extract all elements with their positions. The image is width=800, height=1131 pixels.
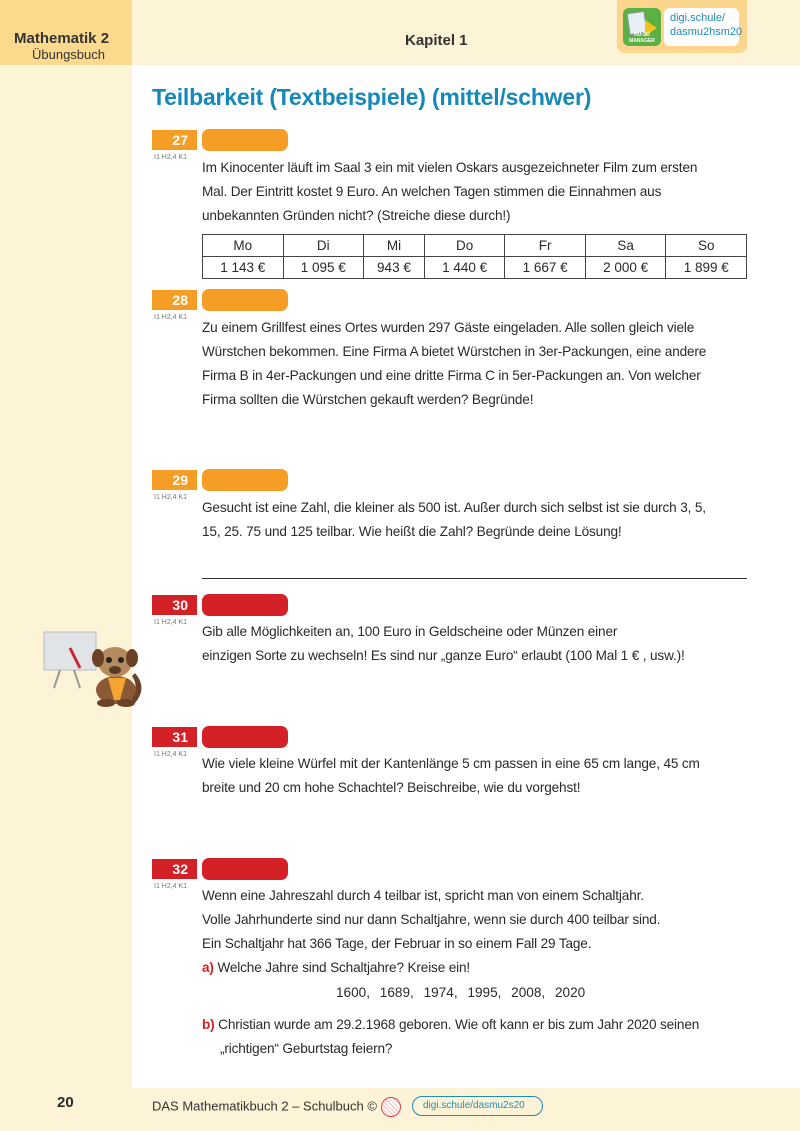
competency-code: I1 H2,4 K1 [154, 494, 188, 501]
book-subtitle: Übungsbuch [32, 47, 105, 62]
subtask-a-label: a) [202, 960, 214, 975]
competency-code: I1 H2,4 K1 [154, 883, 188, 890]
answer-line[interactable] [202, 578, 747, 579]
chapter-label: Kapitel 1 [405, 32, 468, 49]
hu-su-manager-icon: HÜ-SÜ MANAGER [623, 8, 661, 46]
digi-link-box[interactable] [617, 0, 747, 53]
problem-number-32: 32 [152, 859, 197, 879]
difficulty-pill [202, 289, 288, 311]
problem-number-27: 27 [152, 130, 197, 150]
difficulty-pill [202, 594, 288, 616]
problem-text: Gib alle Möglichkeiten an, 100 Euro in Geldscheine oder Münzen einer einzigen Sorte zu wechseln! Es sind nur „ganze Euro“ erlaubt (100 Mal 1 € , usw.)! [202, 624, 685, 663]
competency-code: I1 H2,4 K1 [154, 154, 188, 161]
difficulty-pill [202, 858, 288, 880]
problem-number-29: 29 [152, 470, 197, 490]
difficulty-pill [202, 129, 288, 151]
problem-text: Zu einem Grillfest eines Ortes wurden 297 Gäste eingeladen. Alle sollen gleich viele Würstchen bekommen. Eine Firma A bietet Würstchen in 3er-Packungen, eine andere Firma B in 4er-Packungen und eine dritte Firma C in 5er-Packungen an. Von welcher Firma sollten die Würstchen gekauft werden? Begründe! [202, 320, 707, 407]
problem-number-31: 31 [152, 727, 197, 747]
difficulty-pill [202, 469, 288, 491]
competency-code: I1 H2,4 K1 [154, 751, 188, 758]
footer-text: DAS Mathematikbuch 2 – Schulbuch © [152, 1097, 401, 1117]
subtask-b: b) Christian wurde am 29.2.1968 geboren. Wie oft kann er bis zum Jahr 2020 seinen „richtigen“ Geburtstag feiern? [202, 1017, 700, 1056]
problem-text: Im Kinocenter läuft im Saal 3 ein mit vielen Oskars ausgezeichneter Film zum ersten Mal. Der Eintritt kostet 9 Euro. An welchen Tagen stimmen die Einnahmen aus unbekannten Gründen nicht? (Streiche diese durch!) [202, 160, 698, 223]
difficulty-pill [202, 726, 288, 748]
problem-number-28: 28 [152, 290, 197, 310]
digi-link[interactable]: digi.schule/ dasmu2hsm20 [664, 8, 739, 46]
footer-digi-link[interactable]: digi.schule/dasmu2s20 [412, 1096, 543, 1116]
page-title: Teilbarkeit (Textbeispiele) (mittel/schwer) [152, 84, 592, 110]
publisher-seal-icon [381, 1097, 401, 1117]
revenue-table: Mo Di Mi Do Fr Sa So 1 143 € 1 095 € 943 € 1 440 € 1 667 € 2 000 € 1 899 € [202, 234, 747, 279]
problem-text: Gesucht ist eine Zahl, die kleiner als 500 ist. Außer durch sich selbst ist sie durch 3, 5, 15, 25. 75 und 125 teilbar. Wie heißt die Zahl? Begründe deine Lösung! [202, 500, 706, 539]
page-number: 20 [57, 1094, 74, 1111]
problem-text: Wie viele kleine Würfel mit der Kantenlänge 5 cm passen in eine 65 cm lange, 45 cm breite und 20 cm hohe Schachtel? Beischreibe, wie du vorgehst! [202, 756, 700, 795]
dog-teacher-illustration [40, 628, 150, 708]
competency-code: I1 H2,4 K1 [154, 619, 188, 626]
problem-text: Wenn eine Jahreszahl durch 4 teilbar ist, spricht man von einem Schaltjahr. Volle Jahrhunderte sind nur dann Schaltjahre, wenn sie durch 400 teilbar sind. Ein Schaltjahr hat 366 Tage, der Februar in so einem Fall 29 Tage. a) Welche Jahre sind Schaltjahre? Kreise ein! [202, 888, 661, 975]
competency-code: I1 H2,4 K1 [154, 314, 188, 321]
book-title: Mathematik 2 [14, 30, 110, 47]
problem-number-30: 30 [152, 595, 197, 615]
subtask-b-label: b) [202, 1017, 215, 1032]
year-list[interactable]: 1600, 1689, 1974, 1995, 2008, 2020 [336, 985, 586, 1000]
